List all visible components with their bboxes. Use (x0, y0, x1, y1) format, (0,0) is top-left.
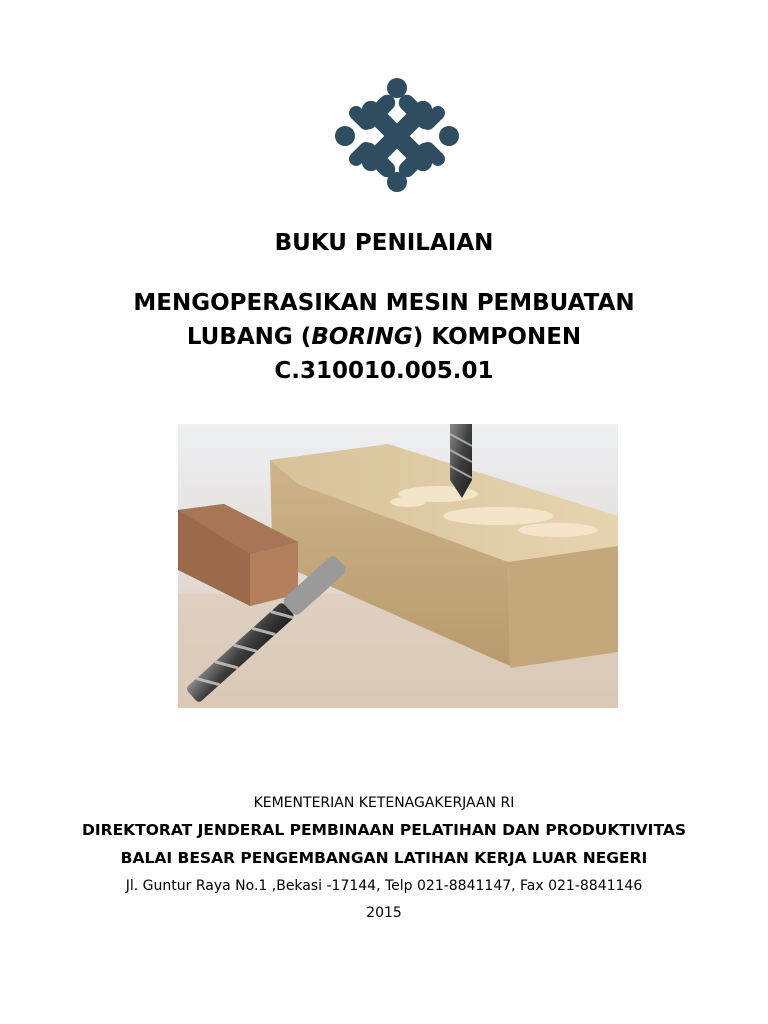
address-line: Jl. Guntur Raya No.1 ,Bekasi -17144, Telp 021-8841147, Fax 021-8841146 (125, 878, 643, 894)
ministry-emblem-icon (333, 78, 461, 194)
drill-bits-on-wood-photo (178, 424, 618, 708)
title-line-2-prefix: LUBANG ( (186, 324, 312, 350)
title-line-2-suffix: ) KOMPONEN (412, 324, 582, 350)
ministry-name: KEMENTERIAN KETENAGAKERJAAN RI (253, 795, 515, 811)
competency-title (0, 286, 768, 388)
title-line-1: MENGOPERASIKAN MESIN PEMBUATAN (133, 290, 635, 316)
directorate-name: DIREKTORAT JENDERAL PEMBINAAN PELATIHAN DAN PRODUKTIVITAS (82, 821, 686, 839)
title-line-2-italic: BORING (311, 324, 413, 350)
document-type-heading: BUKU PENILAIAN (274, 230, 494, 256)
institution-name: BALAI BESAR PENGEMBANGAN LATIHAN KERJA LUAR NEGERI (120, 849, 648, 867)
competency-code: C.310010.005.01 (274, 358, 494, 384)
publication-year: 2015 (366, 905, 402, 921)
